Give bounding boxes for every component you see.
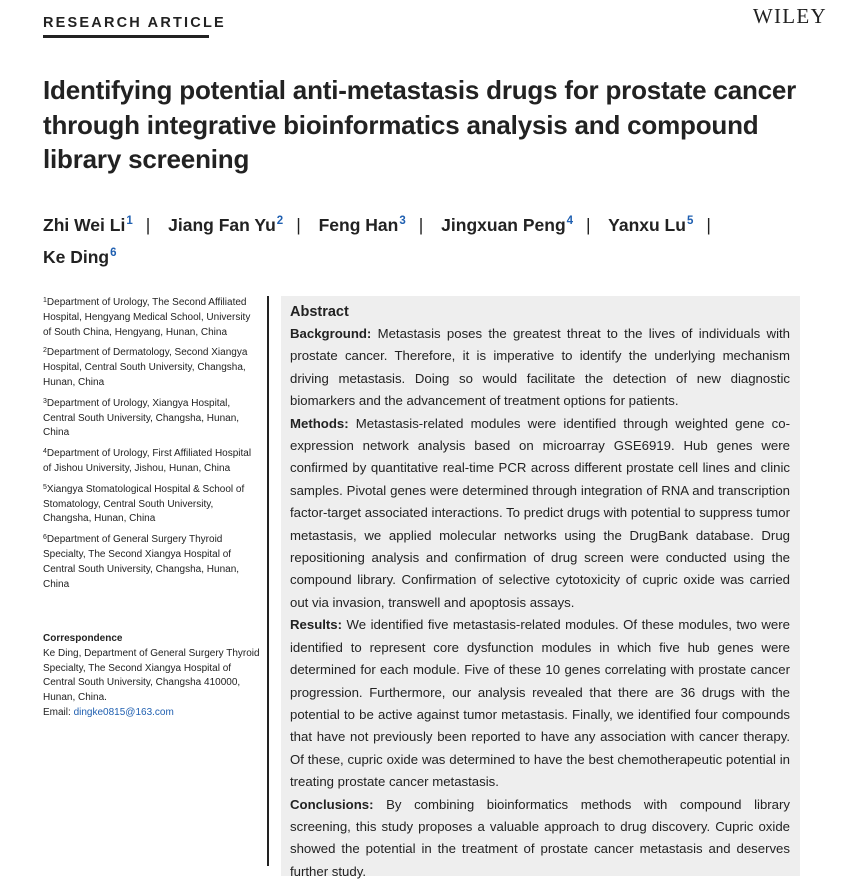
affiliations (43, 294, 261, 596)
publisher-logo: WILEY (752, 4, 827, 28)
column-divider (267, 296, 269, 866)
abstract-section (290, 413, 790, 615)
author-separator: | (145, 215, 151, 235)
affiliation-text: Department of General Surgery Thyroid Specialty, The Second Xiangya Hospital of Central South University, Changsha, Hunan, China (43, 534, 240, 590)
author-name[interactable] (168, 215, 283, 235)
author-affiliation-sup[interactable]: 4 (566, 215, 574, 227)
author-name-text: Zhi Wei Li (43, 215, 126, 235)
affiliation-item (43, 294, 261, 340)
affiliation-text: Department of Dermatology, Second Xiangya Hospital, Central South University, Changsha, Hunan, China (43, 347, 248, 388)
email-link[interactable]: dingke0815@163.com (73, 706, 174, 718)
affiliation-item (43, 531, 261, 592)
abstract-section-label: Background: (290, 326, 372, 341)
affiliation-sup: 5 (43, 483, 47, 491)
abstract-section (290, 614, 790, 793)
affiliation-sup: 4 (43, 448, 47, 456)
email-label: Email: (43, 706, 71, 718)
author-name-text: Feng Han (318, 215, 399, 235)
affiliation-sup: 3 (43, 397, 47, 405)
author-affiliation-sup[interactable]: 1 (126, 215, 133, 227)
affiliation-text: Department of Urology, First Affiliated Hospital of Jishou University, Jishou, Hunan, China (43, 448, 252, 474)
affiliation-item (43, 445, 261, 477)
abstract-section-label: Methods: (290, 415, 349, 431)
abstract-section (290, 323, 790, 413)
affiliation-sup: 1 (43, 297, 47, 304)
affiliation-item (43, 481, 261, 527)
author-name[interactable] (441, 215, 573, 235)
author-separator: | (706, 215, 711, 235)
author-separator: | (296, 215, 301, 235)
author-affiliation-sup[interactable]: 2 (276, 215, 284, 227)
author-affiliation-sup[interactable]: 5 (686, 215, 694, 227)
affiliation-text: Department of Urology, Xiangya Hospital, Central South University, Changsha, Hunan, China (43, 397, 240, 439)
author-name[interactable] (319, 215, 406, 235)
author-name-text: Jingxuan Peng (441, 215, 566, 235)
author-name-text: Ke Ding (43, 247, 110, 267)
article-title: Identifying potential anti-metastasis drugs for prostate cancer through integrative bioinformatics analysis and compound library screening (43, 75, 797, 174)
author-name-text: Yanxu Lu (608, 215, 686, 235)
abstract-section-text: Metastasis poses the greatest threat to the lives of individuals with prostate cancer. Therefore, it is imperative to identify the underlying mechanism driving metastasis. Doing so would facilitate the detection of new diagnostic biomarkers and the advancement of treatment options for patients. (290, 326, 790, 409)
affiliation-item (43, 395, 261, 441)
abstract-section-label: Results: (290, 617, 343, 633)
author-name-text: Jiang Fan Yu (168, 215, 276, 235)
abstract-body (290, 323, 790, 883)
abstract-heading: Abstract (290, 304, 349, 320)
author-name[interactable] (43, 215, 133, 235)
affiliation-sup: 2 (43, 347, 47, 355)
correspondence-text: Ke Ding, Department of General Surgery Thyroid Specialty, The Second Xiangya Hospital of Central South University, Changsha 410000, Hunan, China. (43, 647, 260, 704)
author-name[interactable] (608, 215, 693, 235)
correspondence-heading: Correspondence (43, 633, 123, 644)
article-type-underline (43, 35, 209, 38)
author-name[interactable] (43, 247, 117, 267)
abstract-section-text: Metastasis-related modules were identified through weighted gene co-expression network analysis based on microarray GSE6919. Hub genes were confirmed by quantitative real-time PCR across different prostate cell lines and clinic samples. Pivotal genes were determined through integration of RNA and transcription factor-target associated interactions. To predict drugs with potential to suppress tumor metastasis, we applied molecular networks using the DrugBank database. Drug repositioning analysis and confirmation of drug screen were conducted using the compound library. Confirmation of selective cytotoxicity of cupric oxide was carried out via invasion, transwell and apoptosis assays. (290, 415, 790, 610)
affiliation-text: Department of Urology, The Second Affiliated Hospital, Hengyang Medical School, University of South China, Hengyang, Hunan, China (43, 297, 251, 338)
author-separator: | (418, 215, 424, 235)
author-affiliation-sup[interactable]: 3 (399, 215, 406, 227)
abstract-section-label: Conclusions: (290, 796, 374, 812)
correspondence (43, 632, 261, 721)
article-type-label: RESEARCH ARTICLE (43, 15, 226, 31)
correspondence-email-line (43, 706, 261, 721)
affiliation-item (43, 344, 261, 390)
abstract-section-text: We identified five metastasis-related modules. Of these modules, two were identified to represent core dysfunction modules in which five hub genes were determined for each module. Five of these 10 genes correlating with prostate cancer progression. Furthermore, our analysis revealed that there are 36 drugs with the potential to be active against tumor metastasis. Finally, we identified four compounds that have not previously been reported to have any association with cancer therapy. Of these, cupric oxide was determined to have the best chemotherapeutic potential in treating prostate cancer metastasis. (290, 617, 790, 790)
author-list (43, 207, 823, 271)
author-separator: | (586, 215, 591, 235)
author-affiliation-sup[interactable]: 6 (110, 247, 117, 259)
affiliation-sup: 6 (43, 534, 47, 542)
affiliation-text: Xiangya Stomatological Hospital & School of Stomatology, Central South University, Changsha, Hunan, China (43, 483, 245, 525)
abstract-section-text: By combining bioinformatics methods with compound library screening, this study proposes a valuable approach to drug discovery. Cupric oxide showed the potential in the treatment of prostate cancer metastasis and deserves further study. (290, 796, 790, 879)
abstract-box (281, 296, 800, 879)
